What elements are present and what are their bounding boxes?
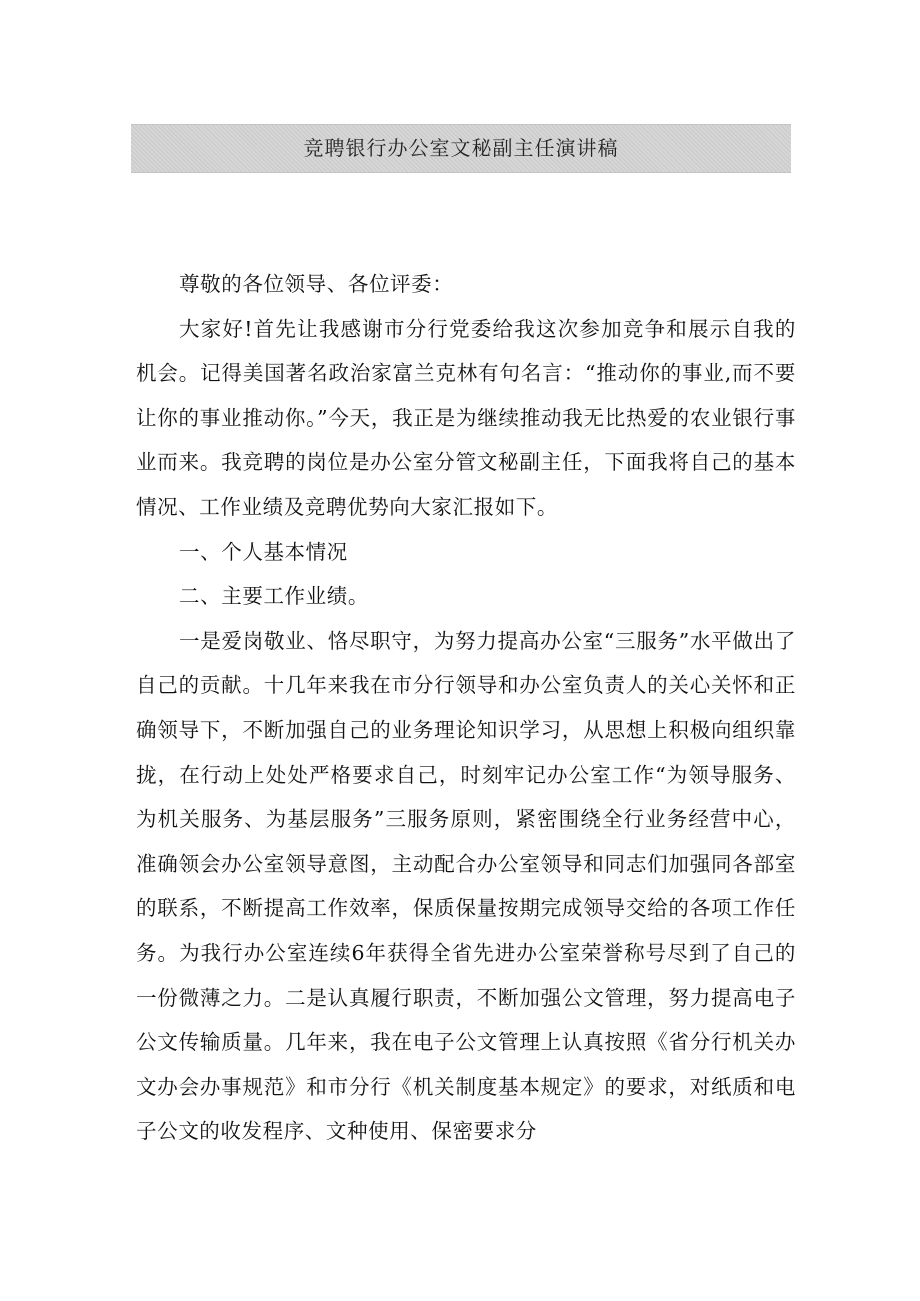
paragraph-achievements: 一是爱岗敬业、恪尽职守，为努力提高办公室“三服务”水平做出了自己的贡献。十几年来我在市分行领导和办公室负责人的关心关怀和正确领导下，不断加强自己的业务理论知识学习，从思想上积极向组织靠拢，在行动上处处严格要求自己，时刻牢记办公室工作“为领导服务、为机关服务、为基层服务”三服务原则，紧密围绕全行业务经营中心，准确领会办公室领导意图，主动配合办公室领导和同志们加强同各部室的联系，不断提高工作效率，保质保量按期完成领导交给的各项工作任务。为我行办公室连续6年获得全省先进办公室荣誉称号尽到了自己的一份微薄之力。二是认真履行职责，不断加强公文管理，努力提高电子公文传输质量。几年来，我在电子公文管理上认真按照《省分行机关办文办会办事规范》和市分行《机关制度基本规定》的要求，对纸质和电子公文的收发程序、文种使用、保密要求分 xyxy=(136,628,796,1144)
document-title: 竞聘银行办公室文秘副主任演讲稿 xyxy=(303,136,619,160)
section-heading-personal-info: 一、个人基本情况 xyxy=(179,539,348,564)
document-body xyxy=(136,262,796,1154)
paragraph-opening: 大家好!首先让我感谢市分行党委给我这次参加竞争和展示自我的机会。记得美国著名政治家富兰克林有句名言：“推动你的事业,而不要让你的事业推动你。”今天，我正是为继续推动我无比热爱的农业银行事业而来。我竞聘的岗位是办公室分管文秘副主任，下面我将自己的基本情况、工作业绩及竞聘优势向大家汇报如下。 xyxy=(136,316,796,519)
salutation: 尊敬的各位领导、各位评委： xyxy=(179,272,454,296)
section-heading-achievements: 二、主要工作业绩。 xyxy=(179,584,369,609)
title-banner xyxy=(131,124,791,173)
